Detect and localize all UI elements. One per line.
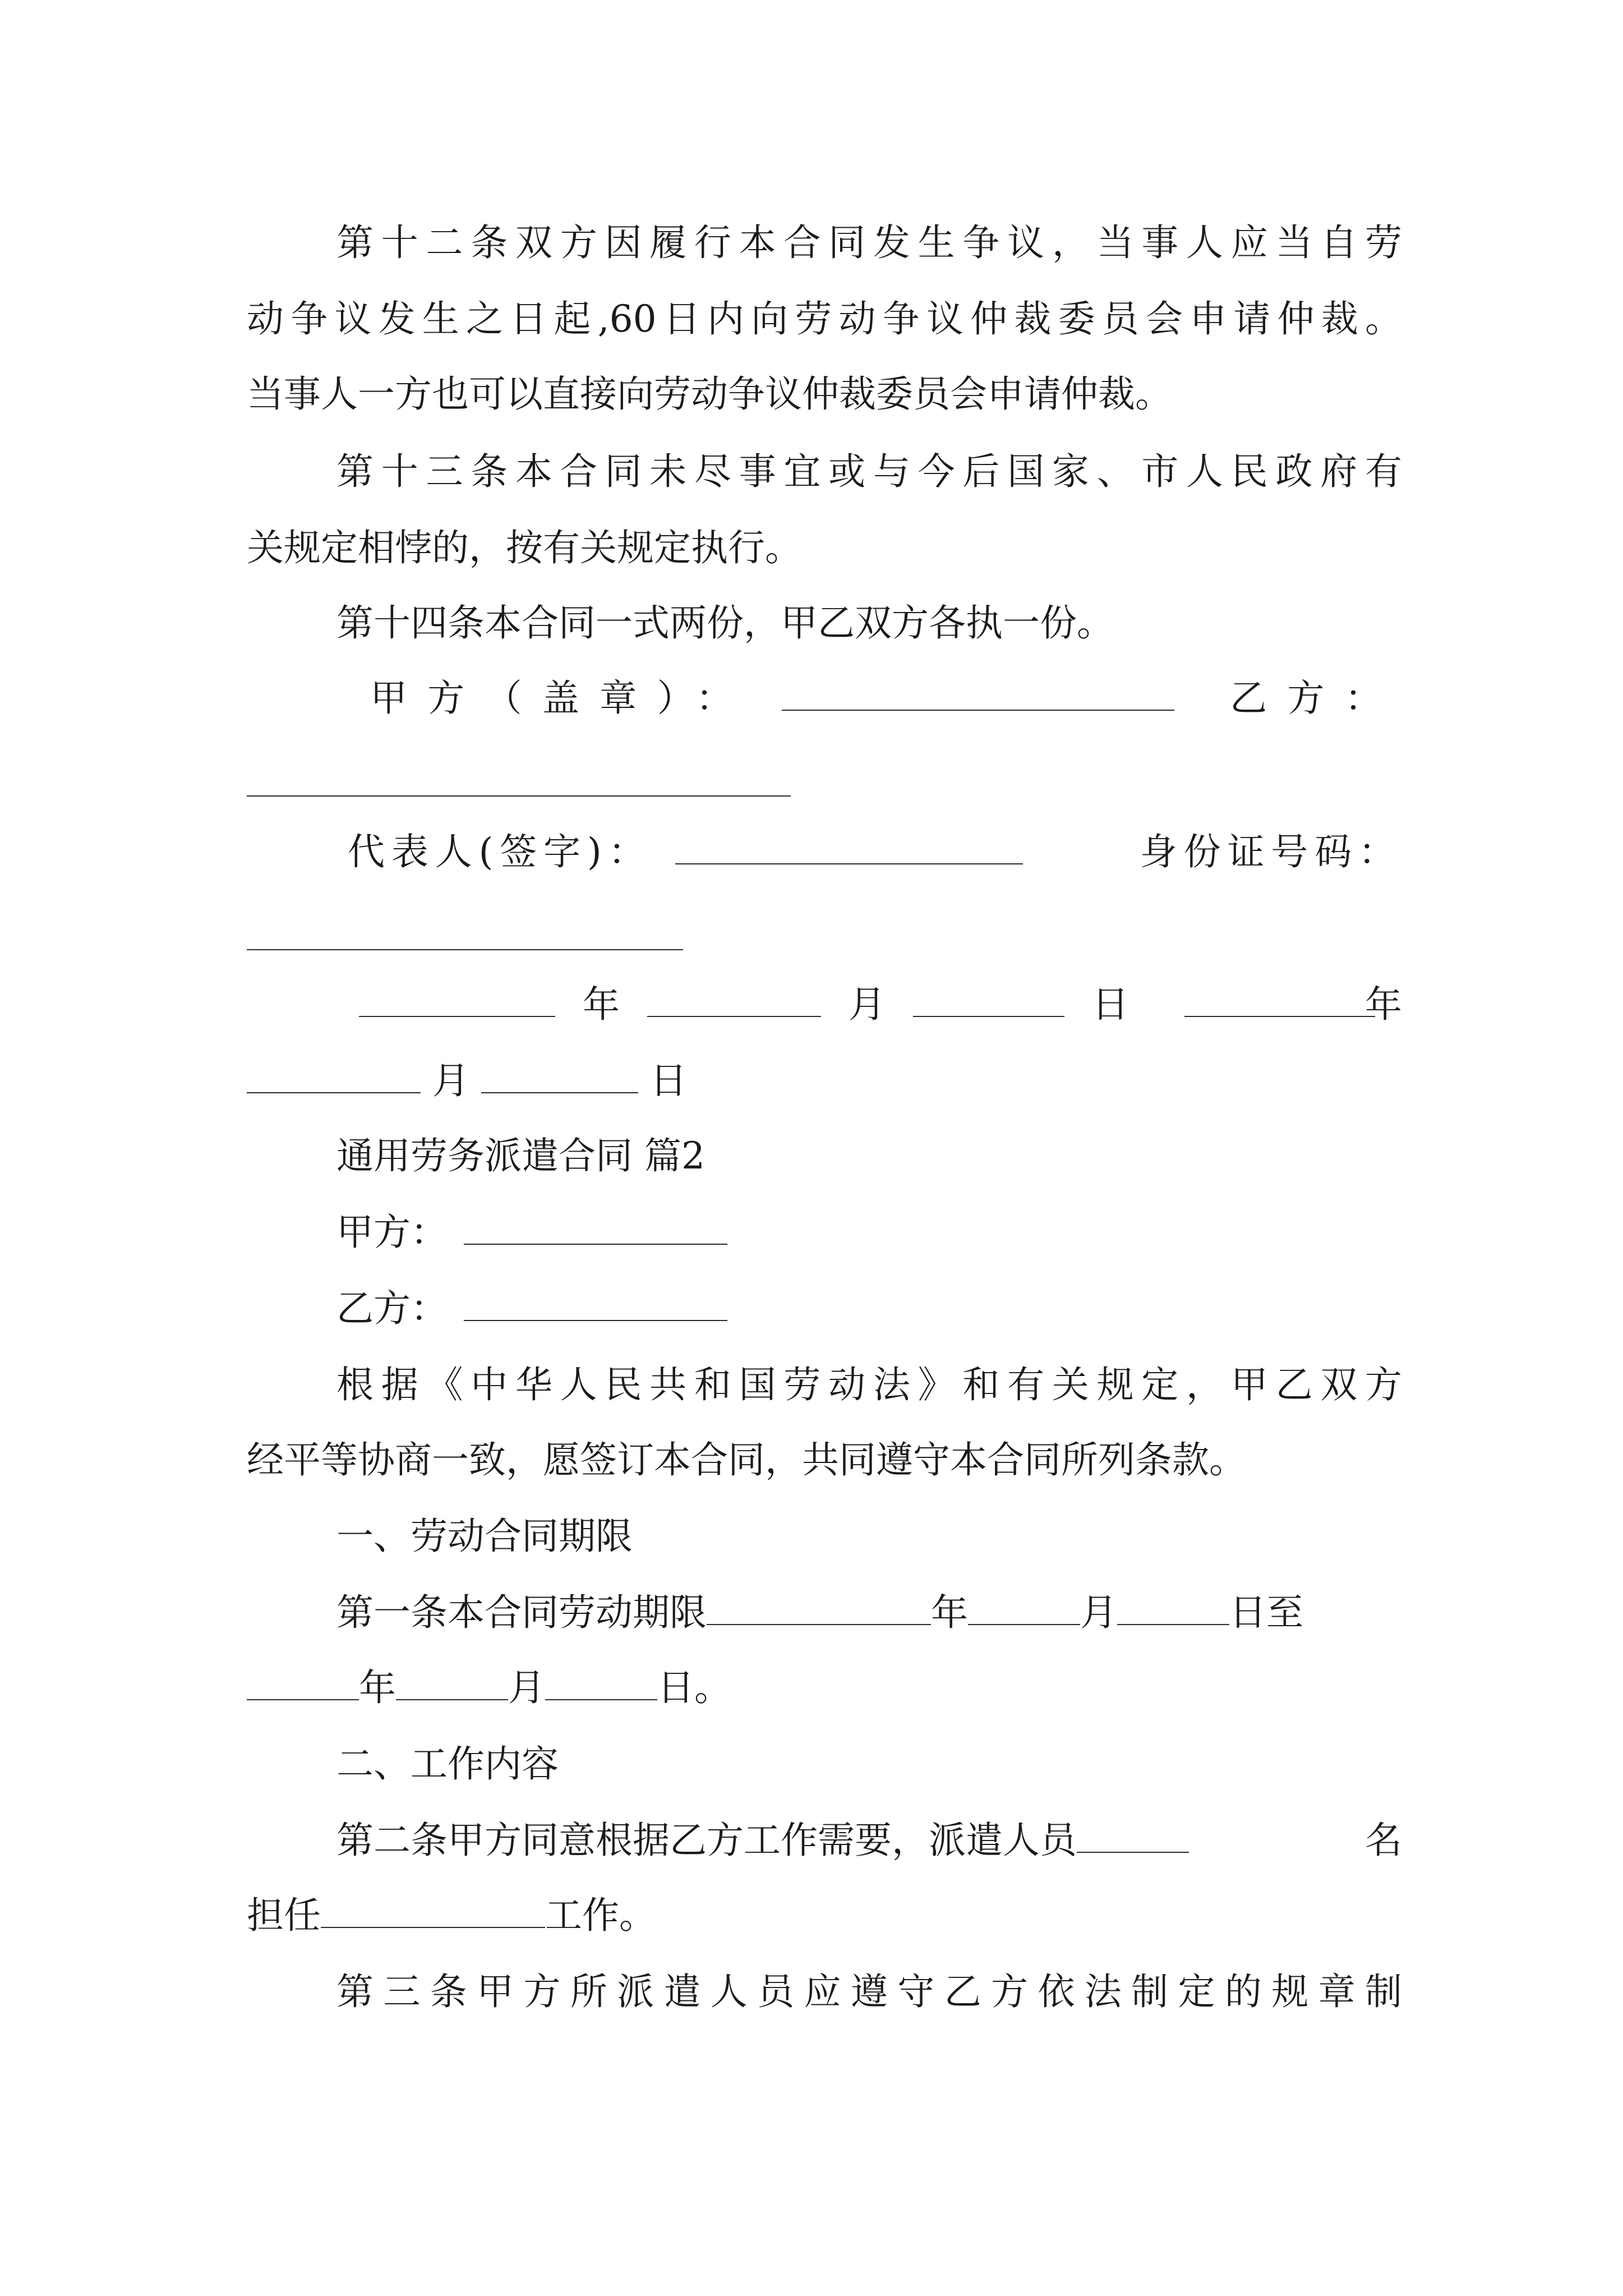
section-2-intro-line-2: 经平等协商一致，愿签订本合同，共同遵守本合同所列条款。 [247, 1438, 1246, 1481]
id-number-label: 身份证号码： [1140, 830, 1402, 873]
article-1-text: 第一条本合同劳动期限 [336, 1591, 707, 1634]
year-blank-b[interactable] [1184, 983, 1375, 1017]
article-12-line-1: 第十二条双方因履行本合同发生争议，当事人应当自劳 [336, 221, 1402, 264]
representative-label: 代表人(签字)： [348, 830, 652, 873]
article-12-line-2: 动争议发生之日起,60日内向劳动争议仲裁委员会申请仲裁。 [247, 297, 1402, 341]
article-13-line-1: 第十三条本合同未尽事宜或与今后国家、市人民政府有 [336, 450, 1402, 493]
party-b-label: 乙方： [1230, 677, 1402, 720]
end-year-blank[interactable] [247, 1667, 359, 1700]
party-a-seal-label: 甲方（盖章）： [370, 677, 754, 720]
day-label-b: 日 [649, 1059, 687, 1102]
end-month-blank[interactable] [396, 1667, 508, 1700]
article-2-work: 工作。 [545, 1894, 656, 1937]
id-number-blank[interactable] [247, 949, 683, 950]
end-month-label: 月 [508, 1666, 545, 1709]
article-2-line-1 [336, 1815, 1402, 1866]
position-blank[interactable] [321, 1894, 545, 1928]
article-1-line-1 [336, 1588, 1402, 1638]
staff-count-blank[interactable] [1077, 1819, 1189, 1853]
section-2-party-a [336, 1207, 1402, 1258]
heading-work-content: 二、工作内容 [336, 1742, 559, 1786]
party-b-blank[interactable] [247, 795, 791, 797]
day-label-a: 日 [1091, 983, 1129, 1026]
day-blank-b[interactable] [481, 1060, 638, 1093]
year-label-a: 年 [582, 983, 620, 1026]
year-label-b: 年 [1365, 983, 1402, 1026]
section-2-title: 通用劳务派遣合同 篇2 [336, 1134, 705, 1177]
month-blank-a[interactable] [647, 983, 821, 1017]
section-2-party-a-label: 甲方： [336, 1211, 448, 1254]
representative-blank[interactable] [675, 831, 1023, 864]
month-label-b: 月 [432, 1059, 469, 1102]
section-2-intro-line-1: 根据《中华人民共和国劳动法》和有关规定，甲乙双方 [336, 1363, 1402, 1406]
staff-count-unit: 名 [1365, 1819, 1402, 1862]
section-2-party-a-blank[interactable] [464, 1211, 727, 1245]
month-blank-b[interactable] [247, 1060, 421, 1093]
heading-contract-term: 一、劳动合同期限 [336, 1515, 633, 1558]
start-year-label: 年 [931, 1591, 968, 1634]
article-3-line-1: 第三条甲方所派遣人员应遵守乙方依法制定的规章制 [336, 1970, 1402, 2013]
section-2-party-b [336, 1283, 1402, 1334]
article-2-line-2 [247, 1890, 1402, 1941]
year-blank-a[interactable] [359, 983, 555, 1017]
section-2-party-b-label: 乙方： [336, 1287, 448, 1330]
start-month-label: 月 [1080, 1591, 1117, 1634]
signature-row-representative [348, 827, 1402, 877]
month-label-a: 月 [848, 983, 886, 1026]
article-2-text: 第二条甲方同意根据乙方工作需要，派遣人员 [336, 1819, 1077, 1862]
section-2-party-b-blank[interactable] [464, 1287, 727, 1321]
end-day-blank[interactable] [545, 1667, 657, 1700]
start-month-blank[interactable] [968, 1591, 1080, 1625]
end-year-label: 年 [359, 1666, 396, 1709]
day-blank-a[interactable] [913, 983, 1064, 1017]
article-13-line-2: 关规定相悖的，按有关规定执行。 [247, 526, 802, 569]
party-a-seal-blank[interactable] [782, 677, 1174, 711]
article-1-line-2 [247, 1663, 1402, 1713]
start-day-to-label: 日至 [1229, 1591, 1303, 1634]
date-row-2 [247, 1056, 1402, 1106]
article-14: 第十四条本合同一式两份，甲乙双方各执一份。 [336, 601, 1114, 645]
article-2-assume: 担任 [247, 1894, 321, 1937]
signature-row-party [370, 673, 1402, 724]
start-year-blank[interactable] [707, 1591, 931, 1625]
article-12-line-3: 当事人一方也可以直接向劳动争议仲裁委员会申请仲裁。 [247, 372, 1172, 416]
start-day-blank[interactable] [1117, 1591, 1229, 1625]
end-day-label: 日。 [657, 1666, 731, 1709]
date-row-1 [359, 979, 1402, 1030]
